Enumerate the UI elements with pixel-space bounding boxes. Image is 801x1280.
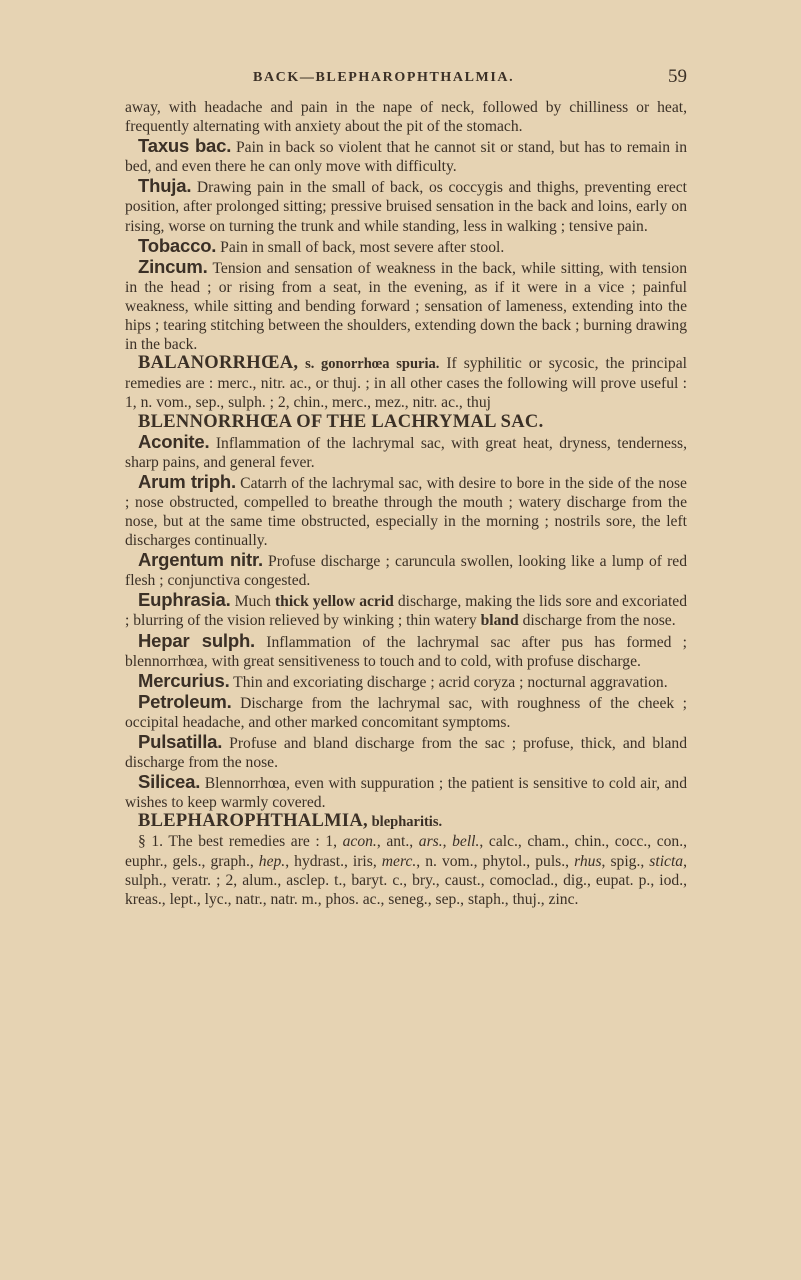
remedy-text: Pain in back so violent that he cannot sit or stand, but has to remain in bed, and even there he can only move with difficulty. [125,139,687,176]
remedy-name: Silicea. [138,771,201,793]
remedy-name: Pulsatilla. [138,731,223,752]
text: , n. vom., phytol., puls., [416,852,575,870]
remedy-name: Argentum nitr. [138,549,263,571]
entry-aconite [125,432,687,472]
entry-tobacco [125,236,687,257]
section-text: If syphilitic or sycosic, the principal remedies are : merc., nitr. ac., or thuj. ; in all other cases the following will prove useful : 1, n. vom., sep., sulph. ; 2, chin., merc., mez., nitr. ac., thuj [125,355,687,412]
remedy-text: Much [230,593,275,611]
entry-thuja [125,176,687,235]
entry-arum [125,472,687,550]
remedy-name: Zincum. [138,255,208,277]
entry-pulsatilla [125,732,687,772]
remedy-text: Pain in small of back, most severe after stool. [216,238,505,256]
remedy-text: Inflammation of the lachrymal sac, with great heat, dryness, tenderness, sharp pains, and general fever. [125,434,687,471]
remedy-name: Taxus bac. [138,135,232,157]
italic-remedy: rhus [574,852,602,870]
italic-remedy: bell. [452,833,480,851]
emphasis: bland [480,612,519,630]
text: , sulph., veratr. ; 2, alum., asclep. t., baryt. c., bry., caust., comoclad., dig., eupat. p., iod., kreas., lept., lyc., natr., natr. m., phos. ac., seneg., sep., staph., thuj., zinc. [125,852,687,908]
text: , hydrast., iris, [285,852,382,870]
italic-remedy: sticta [649,852,684,870]
remedy-name: Mercurius. [138,669,230,691]
running-title: BACK—BLEPHAROPHTHALMIA. [253,70,515,85]
remedy-name: Thuja. [138,175,192,197]
entry-zincum [125,257,687,354]
section-heading: BLEPHAROPHTHALMIA, [138,811,368,832]
remedy-text: Profuse discharge ; caruncula swollen, looking like a lump of red flesh ; conjunctiva congested. [125,553,687,590]
running-head [125,66,687,88]
text: , spig., [601,852,650,870]
section-subtitle: blepharitis. [367,814,443,831]
section-subtitle: s. gonorrhœa spuria. [298,356,440,373]
section-blepharophthalmia [125,812,687,832]
entry-taxus [125,136,687,176]
remedy-text: Drawing pain in the small of back, os coccygis and thighs, preventing erect position, after prolonged sitting; pressive bruised sensation in the back and loins, early on rising, worse on turning the trunk and while standing, less in walking ; tensive pain. [125,179,687,235]
entry-silicea [125,772,687,812]
remedy-text: Discharge from the lachrymal sac, with roughness of the cheek ; occipital headache, and other marked concomitant symptoms. [125,694,687,731]
remedy-name: Arum triph. [138,470,236,492]
text: , ant., [376,833,419,851]
entry-petroleum [125,692,687,732]
book-page [125,66,687,909]
remedy-name: Hepar sulph. [138,629,255,651]
remedy-text: Profuse and bland discharge from the sac ; profuse, thick, and bland discharge from the nose. [125,735,687,772]
page-number: 59 [668,66,687,87]
remedy-text: Thin and excoriating discharge ; acrid coryza ; nocturnal aggravation. [229,673,668,691]
remedy-text: Catarrh of the lachrymal sac, with desire to bore in the side of the nose ; nose obstructed, compelled to breathe through the mouth ; watery discharge from the nose, but at the same time obstructed, especially in the morning ; nostrils sore, the left discharges continually. [125,474,687,550]
italic-remedy: merc. [381,852,417,870]
emphasis: thick yellow acrid [274,593,394,611]
section-blennorrhoea [125,413,687,432]
remedy-name: Tobacco. [138,234,217,256]
remedy-text: Inflammation of the lachrymal sac after pus has formed ; blennorrhœa, with great sensitiveness to touch and to cold, with profuse discharge. [125,633,687,670]
italic-remedy: hep. [258,852,286,870]
entry-euphrasia [125,590,687,630]
entry-balanorrhoea [125,354,687,412]
remedy-text: discharge from the nose. [518,612,676,630]
remedy-name: Aconite. [138,430,210,452]
remedy-text: discharge, making the lids sore and excoriated ; blurring of the vision relieved by winking ; thin watery [125,593,687,630]
page-body [125,98,687,909]
entry-hepar [125,631,687,671]
section-heading: BALANORRHŒA, [138,353,299,374]
italic-remedy: ars. [418,833,443,851]
entry-argentum [125,550,687,590]
remedy-text: Tension and sensation of weakness in the back, while sitting, with tension in the head ; or rising from a seat, in the evening, as if it were in a vice ; painful weakness, while sitting and bending forward ; sensation of lameness, extending into the hips ; tearing stitching between the shoulders, extending down the back ; burning drawing in the back. [125,259,687,354]
remedy-text: Blennorrhœa, even with suppuration ; the patient is sensitive to cold air, and wishes to keep warmly covered. [125,775,687,812]
remedy-name: Euphrasia. [138,589,231,611]
remedy-name: Petroleum. [138,690,232,712]
continued-paragraph: away, with headache and pain in the nape of neck, followed by chilliness or heat, frequently alternating with anxiety about the pit of the stomach. [125,99,687,136]
text: § 1. The best remedies are : 1, [138,833,343,851]
italic-remedy: acon. [342,833,377,851]
text: , calc., cham., chin., cocc., con., euphr., gels., graph., [125,833,688,870]
entry-mercurius [125,671,687,692]
remedies-paragraph [125,832,687,908]
text: , [442,833,453,851]
section-heading: BLENNORRHŒA OF THE LACHRYMAL SAC. [138,411,544,432]
